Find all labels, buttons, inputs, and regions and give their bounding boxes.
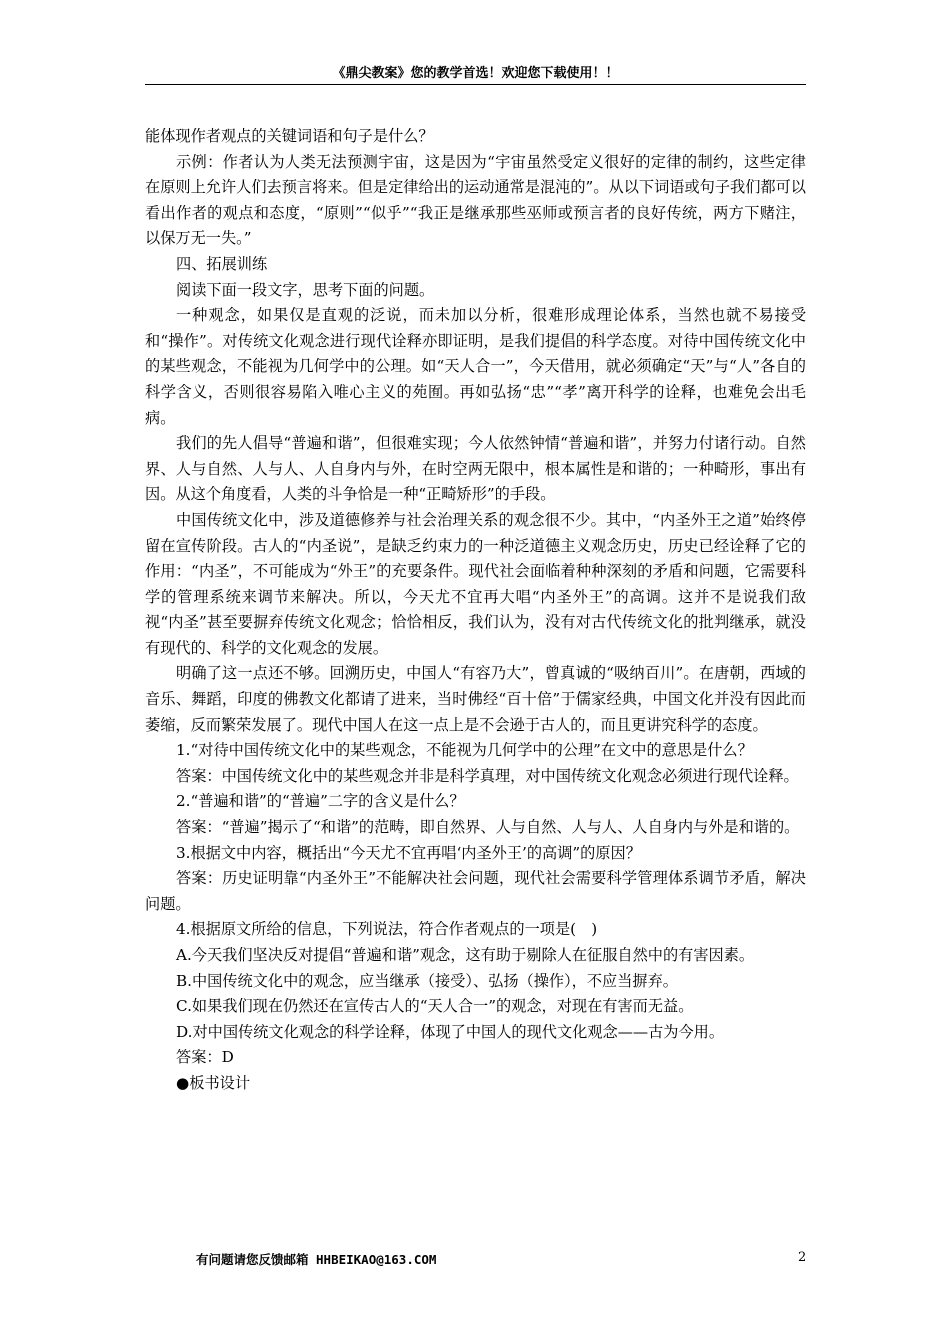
header-divider	[145, 84, 806, 85]
option: A.今天我们坚决反对提倡“普遍和谐”观念，这有助于剔除人在征服自然中的有害因素。	[176, 946, 755, 964]
footer-contact: 有问题请您反馈邮箱 HHBEIKAO@163.COM	[196, 1252, 437, 1267]
paragraph: 我们的先人倡导“普遍和谐”，但很难实现；今人依然钟情“普遍和谐”，并努力付诸行动。自然界、人与自然、人与人、人自身内与外，在时空两无限中，根本属性是和谐的；一种畸形，事出有因。从这个角度看，人类的斗争恰是一种“正畸矫形”的手段。	[145, 434, 806, 504]
option: C.如果我们现在仍然还在宣传古人的“天人合一”的观念，对现在有害而无益。	[176, 997, 694, 1016]
paragraph: 中国传统文化中，涉及道德修养与社会治理关系的观念很不少。其中，“内圣外王之道”始终停留在宣传阶段。古人的“内圣说”，是缺乏约束力的一种泛道德主义观念历史，历史已经诠释了它的作用：“内圣”，不可能成为“外王”的充要条件。现代社会面临着种种深刻的矛盾和问题，它需要科学的管理系统来调节来解决。所以，今天尤不宜再大唱“内圣外王”的高调。这并不是说我们敌视“内圣”甚至要摒弃传统文化观念；恰恰相反，我们认为，没有对古代传统文化的批判继承，就没有现代的、科学的文化观念的发展。	[145, 510, 806, 657]
page-header: 《鼎尖教案》您的教学首选！欢迎您下载使用！！	[332, 66, 619, 81]
page-number: 2	[798, 1250, 807, 1265]
question: 2.“普遍和谐”的“普遍”二字的含义是什么？	[176, 792, 465, 811]
answer: 答案：历史证明靠“内圣外王”不能解决社会问题，现代社会需要科学管理体系调节矛盾，解决问题。	[145, 869, 806, 913]
paragraph: 阅读下面一段文字，思考下面的问题。	[176, 280, 435, 299]
option: B.中国传统文化中的观念，应当继承（接受）、弘扬（操作），不应当摒弃。	[176, 971, 678, 990]
paragraph: 能体现作者观点的关键词语和句子是什么？	[145, 127, 434, 145]
answer: 答案：“普遍”揭示了“和谐”的范畴，即自然界、人与自然、人与人、人自身内与外是和谐的。	[176, 818, 800, 837]
section-heading: 四、拓展训练	[176, 254, 268, 273]
question: 1.“对待中国传统文化中的某些观念，不能视为几何学中的公理”在文中的意思是什么？	[176, 741, 753, 760]
paragraph: 明确了这一点还不够。回溯历史，中国人“有容乃大”，曾真诚的“吸纳百川”。在唐朝，西域的音乐、舞蹈，印度的佛教文化都请了进来，当时佛经“百十倍”于儒家经典，中国文化并没有因此而萎缩，反而繁荣发展了。现代中国人在这一点上是不会逊于古人的，而且更讲究科学的态度。	[145, 664, 806, 734]
paragraph: 一种观念，如果仅是直观的泛说，而未加以分析，很难形成理论体系，当然也就不易接受和“操作”。对传统文化观念进行现代诠释亦即证明，是我们提倡的科学态度。对待中国传统文化中的某些观念，不能视为几何学中的公理。如“天人合一”，今天借用，就必须确定“天”与“人”各自的科学含义，否则很容易陷入唯心主义的苑囿。再如弘扬“忠”“孝”离开科学的诠释，也难免会出毛病。	[145, 306, 806, 427]
answer: 答案：中国传统文化中的某些观念并非是科学真理，对中国传统文化观念必须进行现代诠释。	[176, 766, 799, 785]
answer: 答案：D	[176, 1048, 234, 1067]
question: 3.根据文中内容，概括出“今天尤不宜再唱‘内圣外王’的高调”的原因？	[176, 843, 641, 862]
document-body	[145, 124, 806, 1097]
option: D.对中国传统文化观念的科学诠释，体现了中国人的现代文化观念——古为今用。	[176, 1022, 725, 1041]
question: 4.根据原文所给的信息，下列说法，符合作者观点的一项是( )	[176, 920, 598, 939]
section-heading: ●板书设计	[176, 1073, 251, 1092]
paragraph: 示例：作者认为人类无法预测宇宙，这是因为“宇宙虽然受定义很好的定律的制约，这些定律在原则上允许人们去预言将来。但是定律给出的运动通常是混沌的”。从以下词语或句子我们都可以看出作者的观点和态度，“原则”“似乎”“我正是继承那些巫师或预言者的良好传统，两方下赌注，以保万无一失。”	[145, 152, 806, 248]
